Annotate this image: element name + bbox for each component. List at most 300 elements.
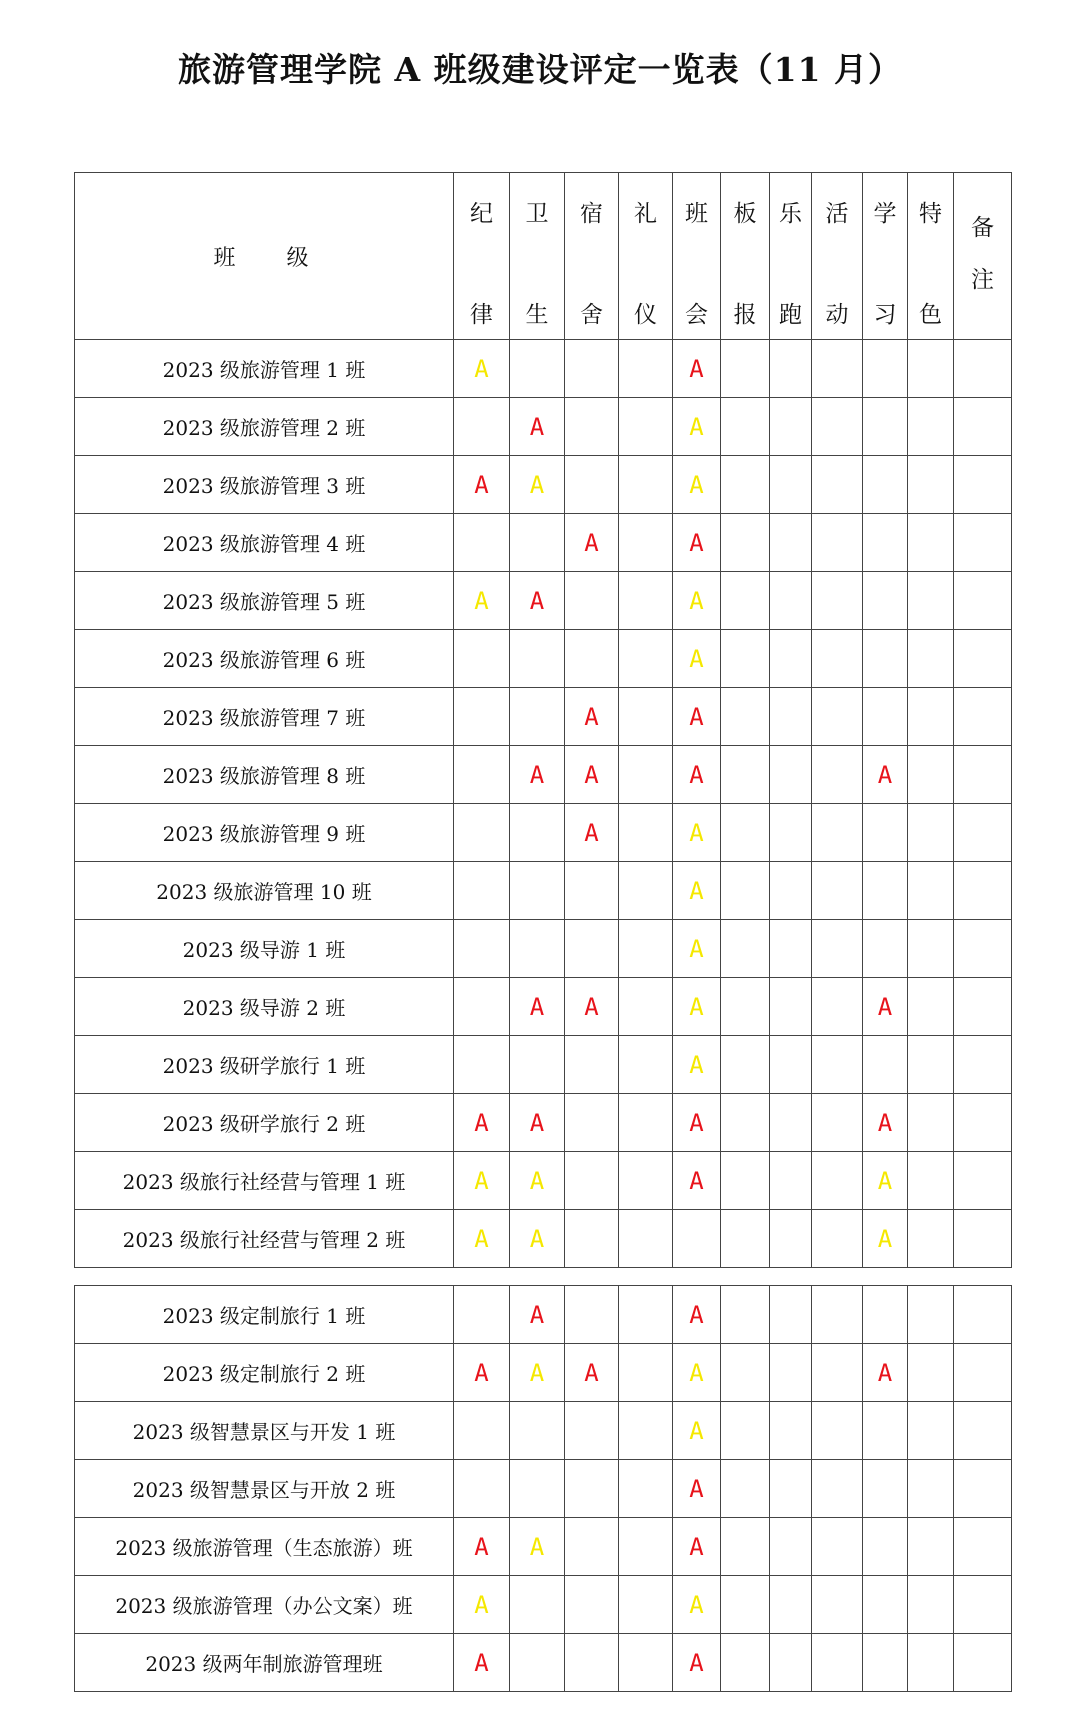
class-name-cell: 2023 级旅游管理（生态旅游）班 <box>75 1518 454 1576</box>
empty-cell <box>908 1094 954 1152</box>
yellow-rating-mark: A <box>689 644 704 673</box>
class-name-cell: 2023 级旅行社经营与管理 1 班 <box>75 1152 454 1210</box>
category-header-3 <box>619 173 673 340</box>
category-header-char: 习 <box>873 302 897 328</box>
category-header-6 <box>770 173 812 340</box>
empty-cell <box>908 340 954 398</box>
table-row <box>75 978 1012 1036</box>
empty-cell <box>863 1036 908 1094</box>
empty-cell <box>510 514 565 572</box>
class-name-cell: 2023 级研学旅行 1 班 <box>75 1036 454 1094</box>
category-header-char: 礼 <box>634 201 657 227</box>
red-rating-mark: A <box>689 1108 704 1137</box>
empty-cell <box>812 630 863 688</box>
rating-mark-cell <box>454 1094 510 1152</box>
yellow-rating-mark: A <box>474 586 489 615</box>
category-header-char: 学 <box>873 201 897 227</box>
empty-cell <box>565 1286 619 1344</box>
rating-mark-cell <box>673 456 721 514</box>
yellow-rating-mark: A <box>474 1166 489 1195</box>
empty-cell <box>770 630 812 688</box>
empty-cell <box>721 862 770 920</box>
empty-cell <box>908 1518 954 1576</box>
rating-mark-cell <box>454 572 510 630</box>
rating-mark-cell <box>454 456 510 514</box>
empty-cell <box>619 804 673 862</box>
note-cell <box>954 1402 1012 1460</box>
class-name-cell: 2023 级智慧景区与开发 1 班 <box>75 1402 454 1460</box>
empty-cell <box>721 1286 770 1344</box>
note-header-char: 注 <box>971 267 994 293</box>
rating-mark-cell <box>673 804 721 862</box>
red-rating-mark: A <box>529 760 545 789</box>
empty-cell <box>812 340 863 398</box>
red-rating-mark: A <box>584 528 599 557</box>
empty-cell <box>510 920 565 978</box>
table-row <box>75 1576 1012 1634</box>
red-rating-mark: A <box>689 1300 704 1329</box>
empty-cell <box>565 1460 619 1518</box>
empty-cell <box>770 978 812 1036</box>
note-cell <box>954 1152 1012 1210</box>
empty-cell <box>565 1402 619 1460</box>
rating-mark-cell <box>510 1286 565 1344</box>
red-rating-mark: A <box>529 992 545 1021</box>
empty-cell <box>908 456 954 514</box>
rating-mark-cell <box>673 1344 721 1402</box>
rating-table-main <box>74 172 1012 1268</box>
empty-cell <box>812 1210 863 1268</box>
empty-cell <box>619 1036 673 1094</box>
category-header-char: 仪 <box>634 302 657 328</box>
class-name-cell: 2023 级定制旅行 2 班 <box>75 1344 454 1402</box>
rating-mark-cell <box>673 572 721 630</box>
class-name-cell: 2023 级导游 1 班 <box>75 920 454 978</box>
empty-cell <box>619 1286 673 1344</box>
class-name-cell: 2023 级旅游管理 10 班 <box>75 862 454 920</box>
table-row <box>75 630 1012 688</box>
note-cell <box>954 514 1012 572</box>
empty-cell <box>812 1402 863 1460</box>
empty-cell <box>812 688 863 746</box>
empty-cell <box>454 1286 510 1344</box>
empty-cell <box>454 1402 510 1460</box>
rating-mark-cell <box>454 1210 510 1268</box>
table-row <box>75 1518 1012 1576</box>
rating-mark-cell <box>510 1518 565 1576</box>
empty-cell <box>908 1152 954 1210</box>
rating-mark-cell <box>510 1210 565 1268</box>
table-row <box>75 514 1012 572</box>
class-name-cell: 2023 级旅游管理（办公文案）班 <box>75 1576 454 1634</box>
table-row <box>75 1460 1012 1518</box>
empty-cell <box>908 572 954 630</box>
empty-cell <box>770 1460 812 1518</box>
note-cell <box>954 572 1012 630</box>
empty-cell <box>863 1286 908 1344</box>
category-header-char: 卫 <box>525 201 549 227</box>
empty-cell <box>619 572 673 630</box>
empty-cell <box>565 572 619 630</box>
empty-cell <box>510 1634 565 1692</box>
yellow-rating-mark: A <box>689 876 704 905</box>
rating-mark-cell <box>673 514 721 572</box>
empty-cell <box>863 1402 908 1460</box>
note-cell <box>954 920 1012 978</box>
empty-cell <box>812 1286 863 1344</box>
empty-cell <box>721 340 770 398</box>
class-name-cell: 2023 级两年制旅游管理班 <box>75 1634 454 1692</box>
empty-cell <box>908 746 954 804</box>
red-rating-mark: A <box>474 1358 489 1387</box>
category-header-char: 活 <box>825 201 849 227</box>
red-rating-mark: A <box>474 1532 489 1561</box>
rating-mark-cell <box>510 1344 565 1402</box>
rating-mark-cell <box>510 978 565 1036</box>
note-cell <box>954 1036 1012 1094</box>
yellow-rating-mark: A <box>529 1358 545 1387</box>
empty-cell <box>721 514 770 572</box>
red-rating-mark: A <box>529 1108 545 1137</box>
empty-cell <box>863 1518 908 1576</box>
rating-mark-cell <box>510 1152 565 1210</box>
empty-cell <box>863 630 908 688</box>
empty-cell <box>908 1036 954 1094</box>
category-header-8 <box>863 173 908 340</box>
empty-cell <box>619 1402 673 1460</box>
empty-cell <box>770 1344 812 1402</box>
red-rating-mark: A <box>584 702 599 731</box>
yellow-rating-mark: A <box>689 992 704 1021</box>
empty-cell <box>721 920 770 978</box>
empty-cell <box>908 1402 954 1460</box>
red-rating-mark: A <box>689 1532 704 1561</box>
empty-cell <box>721 1210 770 1268</box>
empty-cell <box>454 920 510 978</box>
rating-mark-cell <box>454 1576 510 1634</box>
class-name-cell: 2023 级旅游管理 5 班 <box>75 572 454 630</box>
empty-cell <box>812 1634 863 1692</box>
empty-cell <box>565 398 619 456</box>
class-name-cell: 2023 级旅游管理 3 班 <box>75 456 454 514</box>
rating-mark-cell <box>673 1286 721 1344</box>
empty-cell <box>619 1634 673 1692</box>
rating-mark-cell <box>510 572 565 630</box>
empty-cell <box>770 514 812 572</box>
empty-cell <box>721 456 770 514</box>
empty-cell <box>510 630 565 688</box>
empty-cell <box>454 630 510 688</box>
empty-cell <box>673 1210 721 1268</box>
empty-cell <box>770 688 812 746</box>
empty-cell <box>770 862 812 920</box>
empty-cell <box>565 1518 619 1576</box>
rating-table-continued <box>74 1285 1012 1692</box>
empty-cell <box>619 1152 673 1210</box>
yellow-rating-mark: A <box>474 1224 489 1253</box>
table-row <box>75 1094 1012 1152</box>
rating-mark-cell <box>863 746 908 804</box>
empty-cell <box>908 920 954 978</box>
category-header-1 <box>510 173 565 340</box>
empty-cell <box>812 1518 863 1576</box>
rating-mark-cell <box>673 1036 721 1094</box>
note-column-header <box>954 173 1012 340</box>
empty-cell <box>770 920 812 978</box>
category-header-char: 班 <box>685 201 708 227</box>
empty-cell <box>565 340 619 398</box>
empty-cell <box>721 1402 770 1460</box>
red-rating-mark: A <box>877 1358 893 1387</box>
empty-cell <box>454 688 510 746</box>
empty-cell <box>619 456 673 514</box>
rating-mark-cell <box>673 1152 721 1210</box>
red-rating-mark: A <box>529 1300 545 1329</box>
yellow-rating-mark: A <box>689 1358 704 1387</box>
empty-cell <box>721 398 770 456</box>
table-row <box>75 340 1012 398</box>
empty-cell <box>812 1094 863 1152</box>
note-cell <box>954 1460 1012 1518</box>
category-header-char: 动 <box>825 302 849 328</box>
empty-cell <box>619 862 673 920</box>
empty-cell <box>863 514 908 572</box>
empty-cell <box>721 1152 770 1210</box>
empty-cell <box>812 920 863 978</box>
red-rating-mark: A <box>877 760 893 789</box>
empty-cell <box>454 514 510 572</box>
empty-cell <box>908 1344 954 1402</box>
table-row <box>75 1152 1012 1210</box>
red-rating-mark: A <box>689 354 704 383</box>
empty-cell <box>565 1634 619 1692</box>
empty-cell <box>770 456 812 514</box>
note-cell <box>954 746 1012 804</box>
empty-cell <box>863 1460 908 1518</box>
table-body-continued <box>75 1286 1012 1692</box>
empty-cell <box>908 688 954 746</box>
table-row <box>75 572 1012 630</box>
empty-cell <box>812 862 863 920</box>
rating-mark-cell <box>510 746 565 804</box>
empty-cell <box>908 398 954 456</box>
category-header-0 <box>454 173 510 340</box>
class-name-cell: 2023 级导游 2 班 <box>75 978 454 1036</box>
empty-cell <box>812 398 863 456</box>
rating-mark-cell <box>863 1152 908 1210</box>
empty-cell <box>565 1210 619 1268</box>
category-header-5 <box>721 173 770 340</box>
empty-cell <box>812 746 863 804</box>
class-name-cell: 2023 级智慧景区与开放 2 班 <box>75 1460 454 1518</box>
class-name-cell: 2023 级定制旅行 1 班 <box>75 1286 454 1344</box>
rating-mark-cell <box>565 1344 619 1402</box>
empty-cell <box>770 1576 812 1634</box>
category-header-char: 律 <box>470 302 493 328</box>
category-header-char: 乐 <box>779 201 802 227</box>
red-rating-mark: A <box>689 1474 704 1503</box>
empty-cell <box>619 514 673 572</box>
empty-cell <box>770 1634 812 1692</box>
empty-cell <box>908 1460 954 1518</box>
class-name-cell: 2023 级旅游管理 9 班 <box>75 804 454 862</box>
empty-cell <box>908 630 954 688</box>
rating-mark-cell <box>510 1094 565 1152</box>
page-title: 旅游管理学院 A 班级建设评定一览表（11 月） <box>178 50 902 89</box>
empty-cell <box>908 862 954 920</box>
yellow-rating-mark: A <box>529 1224 545 1253</box>
table-row <box>75 920 1012 978</box>
yellow-rating-mark: A <box>689 1050 704 1079</box>
note-cell <box>954 1576 1012 1634</box>
empty-cell <box>721 978 770 1036</box>
empty-cell <box>721 1094 770 1152</box>
empty-cell <box>770 804 812 862</box>
empty-cell <box>863 1576 908 1634</box>
note-cell <box>954 398 1012 456</box>
empty-cell <box>454 978 510 1036</box>
category-header-9 <box>908 173 954 340</box>
empty-cell <box>908 514 954 572</box>
yellow-rating-mark: A <box>689 586 704 615</box>
red-rating-mark: A <box>584 1358 599 1387</box>
empty-cell <box>863 920 908 978</box>
empty-cell <box>863 688 908 746</box>
empty-cell <box>565 862 619 920</box>
empty-cell <box>770 1210 812 1268</box>
empty-cell <box>721 746 770 804</box>
note-cell <box>954 978 1012 1036</box>
note-cell <box>954 630 1012 688</box>
empty-cell <box>454 1036 510 1094</box>
red-rating-mark: A <box>689 702 704 731</box>
empty-cell <box>863 862 908 920</box>
rating-mark-cell <box>673 1576 721 1634</box>
empty-cell <box>812 1344 863 1402</box>
rating-mark-cell <box>454 1152 510 1210</box>
class-name-cell: 2023 级研学旅行 2 班 <box>75 1094 454 1152</box>
table-row <box>75 398 1012 456</box>
red-rating-mark: A <box>529 412 545 441</box>
empty-cell <box>721 1460 770 1518</box>
rating-mark-cell <box>454 1634 510 1692</box>
empty-cell <box>770 746 812 804</box>
red-rating-mark: A <box>877 992 893 1021</box>
empty-cell <box>812 804 863 862</box>
empty-cell <box>619 1460 673 1518</box>
rating-mark-cell <box>673 920 721 978</box>
empty-cell <box>619 746 673 804</box>
table-row <box>75 688 1012 746</box>
empty-cell <box>510 862 565 920</box>
class-column-header: 班 级 <box>75 173 454 340</box>
empty-cell <box>908 1576 954 1634</box>
empty-cell <box>565 1576 619 1634</box>
note-cell <box>954 1634 1012 1692</box>
rating-mark-cell <box>673 688 721 746</box>
class-name-cell: 2023 级旅游管理 7 班 <box>75 688 454 746</box>
empty-cell <box>721 572 770 630</box>
empty-cell <box>770 398 812 456</box>
empty-cell <box>619 688 673 746</box>
rating-mark-cell <box>673 1634 721 1692</box>
empty-cell <box>510 340 565 398</box>
category-header-char: 板 <box>733 201 757 227</box>
empty-cell <box>770 1286 812 1344</box>
empty-cell <box>863 340 908 398</box>
empty-cell <box>863 456 908 514</box>
table-row <box>75 456 1012 514</box>
table-row <box>75 1210 1012 1268</box>
empty-cell <box>721 688 770 746</box>
rating-mark-cell <box>673 978 721 1036</box>
empty-cell <box>619 340 673 398</box>
category-header-char: 色 <box>919 302 942 328</box>
category-header-char: 跑 <box>779 302 802 328</box>
note-cell <box>954 1094 1012 1152</box>
empty-cell <box>770 1036 812 1094</box>
table-row <box>75 1634 1012 1692</box>
rating-mark-cell <box>454 1344 510 1402</box>
empty-cell <box>619 1576 673 1634</box>
category-header-char: 宿 <box>580 201 603 227</box>
rating-mark-cell <box>673 1094 721 1152</box>
rating-mark-cell <box>673 398 721 456</box>
category-header-char: 特 <box>919 201 942 227</box>
empty-cell <box>510 688 565 746</box>
empty-cell <box>770 1152 812 1210</box>
empty-cell <box>565 630 619 688</box>
empty-cell <box>565 920 619 978</box>
empty-cell <box>454 746 510 804</box>
red-rating-mark: A <box>689 760 704 789</box>
empty-cell <box>619 1344 673 1402</box>
red-rating-mark: A <box>689 1648 704 1677</box>
empty-cell <box>619 920 673 978</box>
class-name-cell: 2023 级旅行社经营与管理 2 班 <box>75 1210 454 1268</box>
empty-cell <box>721 630 770 688</box>
category-header-4 <box>673 173 721 340</box>
rating-mark-cell <box>454 1518 510 1576</box>
empty-cell <box>565 1094 619 1152</box>
empty-cell <box>510 1460 565 1518</box>
category-header-char: 舍 <box>580 302 603 328</box>
empty-cell <box>770 1402 812 1460</box>
empty-cell <box>454 398 510 456</box>
note-cell <box>954 1210 1012 1268</box>
red-rating-mark: A <box>584 992 599 1021</box>
rating-mark-cell <box>510 456 565 514</box>
table-header-row <box>75 173 1012 340</box>
rating-mark-cell <box>863 978 908 1036</box>
rating-mark-cell <box>673 630 721 688</box>
empty-cell <box>454 1460 510 1518</box>
empty-cell <box>812 1460 863 1518</box>
note-cell <box>954 1286 1012 1344</box>
red-rating-mark: A <box>584 760 599 789</box>
red-rating-mark: A <box>877 1108 893 1137</box>
empty-cell <box>721 1634 770 1692</box>
empty-cell <box>510 1036 565 1094</box>
rating-mark-cell <box>565 514 619 572</box>
empty-cell <box>812 1152 863 1210</box>
rating-mark-cell <box>673 862 721 920</box>
rating-mark-cell <box>673 746 721 804</box>
category-header-char: 纪 <box>470 201 493 227</box>
empty-cell <box>721 1518 770 1576</box>
yellow-rating-mark: A <box>877 1166 893 1195</box>
rating-mark-cell <box>863 1094 908 1152</box>
